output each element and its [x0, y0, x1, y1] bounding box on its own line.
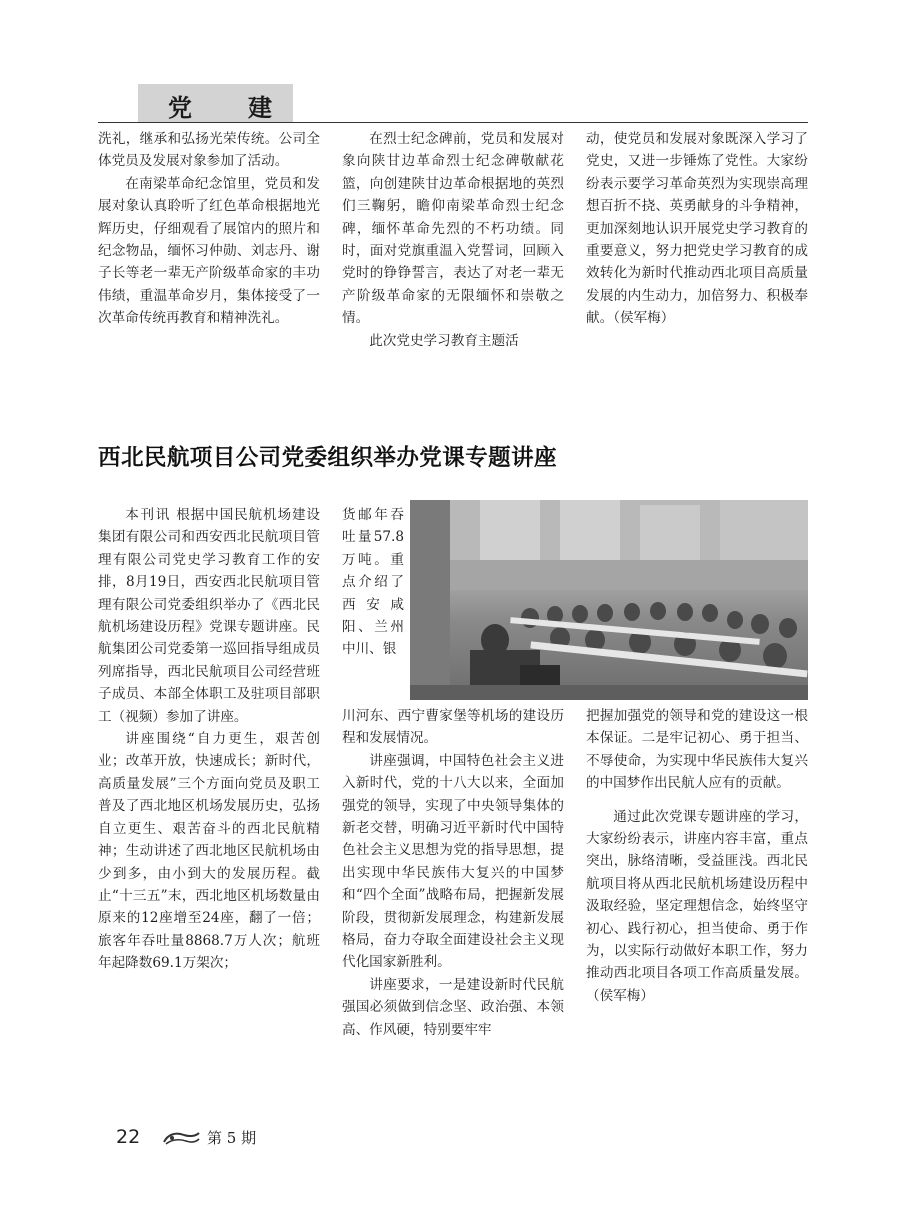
- top-column-1: [98, 128, 320, 330]
- top-column-3: [586, 128, 808, 330]
- lecture-room-illustration: [410, 500, 808, 700]
- top-col2-para-1: 在烈士纪念碑前，党员和发展对象向陕甘边革命烈士纪念碑敬献花篮，向创建陕甘边革命根据地的英烈们三鞠躬，瞻仰南梁革命烈士纪念碑，缅怀革命先烈的不朽功绩。同时，面对党旗重温入党誓词，回顾入党时的铮铮誓言，表达了对老一辈无产阶级革命家的无限缅怀和崇敬之情。: [342, 131, 564, 327]
- top-col3-para-1: 动，使党员和发展对象既深入学习了党史，又进一步锤炼了党性。大家纷纷表示要学习革命英烈为实现崇高理想百折不挠、英勇献身的斗争精神，更加深刻地认识开展党史学习教育的重要意义，努力把党史学习教育的成效转化为新时代推动西北项目高质量发展的内生动力，加倍努力、积极奉献。（侯军梅）: [586, 131, 808, 327]
- top-column-2: [342, 128, 564, 352]
- top-col2-para-2: 此次党史学习教育主题活: [369, 332, 519, 349]
- issue-label: 第 5 期: [207, 1129, 257, 1147]
- byline: 本刊讯: [125, 507, 172, 523]
- header-rule: [98, 122, 808, 123]
- article-col3-cont: 把握加强党的领导和党的建设这一根本保证。二是牢记初心、勇于担当、不辱使命，为实现中华民族伟大复兴的中国梦作出民航人应有的贡献。: [586, 708, 808, 792]
- article-col2-para-2: 讲座强调，中国特色社会主义进入新时代，党的十八大以来，全面加强党的领导，实现了中央领导集体的新老交替，明确习近平新时代中国特色社会主义思想为党的指导思想，提出实现中华民族伟大复兴的中国梦和“四个全面”战略布局，把握新发展阶段，贯彻新发展理念，构建新发展格局，奋力夺取全面建设社会主义现代化国家新胜利。: [342, 752, 564, 971]
- article-col2-narrow-text: 货邮年吞吐量57.8万吨。重点介绍了西安咸阳、兰州中川、银: [342, 507, 404, 658]
- article-para-intro: [98, 504, 320, 728]
- article-column-2-narrow: [342, 504, 404, 661]
- article-para-2: 讲座围绕“自力更生，艰苦创业；改革开放，快速成长；新时代，高质量发展”三个方面向党员及职工普及了西北地区机场发展历史，弘扬自立更生、艰苦奋斗的西北民航精神；生动讲述了西北地区民航机场由少到多，由小到大的发展历程。截止“十三五”末，西北地区机场数量由原来的12座增至24座，翻了一倍；旅客年吞吐量8868.7万人次；航班年起降数69.1万架次；: [98, 731, 320, 972]
- section-title-char-2: 建: [248, 94, 272, 122]
- article-col3-para-2: 通过此次党课专题讲座的学习，大家纷纷表示，讲座内容丰富，重点突出，脉络清晰，受益匪浅。西北民航项目将从西北民航机场建设历程中汲取经验，坚定理想信念，始终坚守初心、践行初心，担当使命、勇于作为，以实际行动做好本职工作，努力推动西北项目各项工作高质量发展。（侯军梅）: [586, 808, 808, 1004]
- magazine-logo-icon: [162, 1130, 200, 1146]
- lecture-photo: [410, 500, 808, 700]
- article-col2-cont: 川河东、西宁曹家堡等机场的建设历程和发展情况。: [342, 708, 564, 747]
- page-number: 22: [116, 1126, 141, 1148]
- top-col1-para-2: 在南梁革命纪念馆里，党员和发展对象认真聆听了红色革命根据地光辉历史，仔细观看了展馆内的照片和纪念物品，缅怀习仲勋、刘志丹、谢子长等老一辈无产阶级革命家的丰功伟绩，重温革命岁月，集体接受了一次革命传统再教育和精神洗礼。: [98, 175, 320, 327]
- article-headline: 西北民航项目公司党委组织举办党课专题讲座: [98, 445, 558, 471]
- section-tab: [138, 84, 293, 122]
- section-title-char-1: 党: [168, 94, 192, 122]
- article-column-2: [342, 705, 564, 1041]
- top-col1-para-1: 洗礼，继承和弘扬光荣传统。公司全体党员及发展对象参加了活动。: [98, 131, 320, 170]
- article-column-1: [98, 504, 320, 975]
- article-col2-para-3: 讲座要求，一是建设新时代民航强国必须做到信念坚、政治强、本领高、作风硬，特别要牢牢: [342, 976, 564, 1038]
- article-intro-text: 根据中国民航机场建设集团有限公司和西安西北民航项目管理有限公司党史学习教育工作的安排，8月19日，西安西北民航项目管理有限公司党委组织举办了《西北民航机场建设历程》党课专题讲座。民航集团公司党委第一巡回指导组成员列席指导，西北民航项目公司经营班子成员、本部全体职工及驻项目部职工（视频）参加了讲座。: [98, 507, 321, 725]
- article-column-3: [586, 705, 808, 1007]
